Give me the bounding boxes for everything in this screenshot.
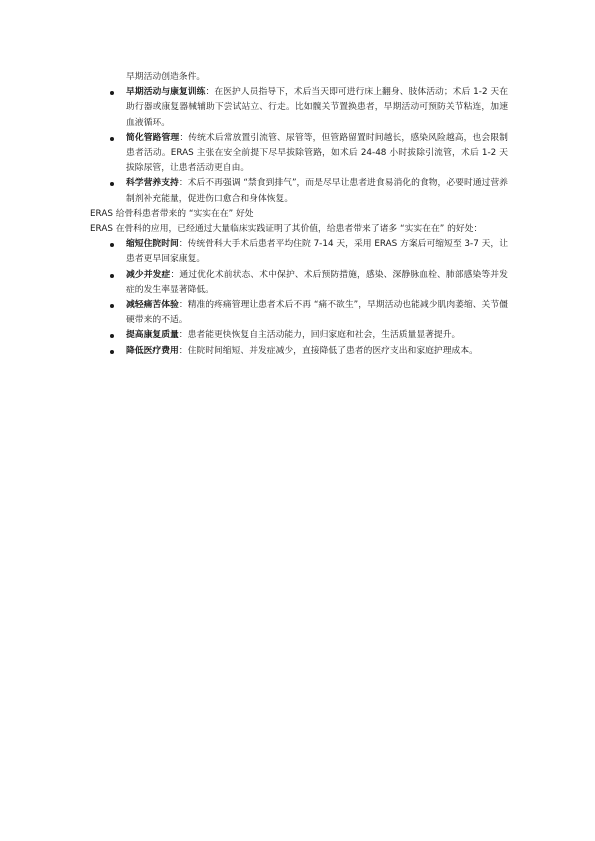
bullet-item [90,176,508,206]
bullet-text: 精准的疼痛管理让患者术后不再 “痛不欲生”，早期活动也能减少肌肉萎缩、关节僵硬带来的不适。 [126,300,508,326]
bullet-item [90,237,508,267]
bullet-item [90,85,508,131]
bullet-dot [110,334,114,338]
bullet-text: 传统骨科大手术后患者平均住院 7-14 天，采用 ERAS 方案后可缩短至 3-7 天，让患者更早回家康复。 [126,239,508,265]
intro-continuation: 早期活动创造条件。 [126,72,206,82]
bullet-item [90,344,508,359]
bullet-item [90,298,508,328]
bullet-term: 降低医疗费用 [126,345,179,356]
bullet-term: 提高康复质量 [126,330,179,341]
bullet-term: 减少并发症 [126,269,171,280]
bullet-separator: ： [178,345,188,356]
section1-bullet-list [90,85,508,207]
bullet-separator: ： [179,132,189,143]
bullet-text: 患者能更快恢复自主活动能力，回归家庭和社会，生活质量显著提升。 [187,330,461,341]
bullet-dot [110,304,114,308]
document-body [90,70,508,359]
bullet-term: 早期活动与康复训练 [126,87,206,98]
body-paragraph: ERAS 在骨科的应用，已经通过大量临床实践证明了其价值，给患者带来了诸多 “实实在在” 的好处： [90,224,483,235]
bullet-term: 科学营养支持 [126,178,179,189]
bullet-dot [110,243,114,247]
bullet-text: 在医护人员指导下，术后当天即可进行床上翻身、肢体活动；术后 1-2 天在助行器或康复器械辅助下尝试站立、行走。比如髋关节置换患者，早期活动可预防关节粘连，加速血液循环。 [126,87,508,128]
bullet-dot [110,91,114,95]
bullet-text: 传统术后常放置引流管、尿管等，但管路留置时间越长，感染风险越高，也会限制患者活动。ERAS 主张在安全前提下尽早拔除管路，如术后 24-48 小时拔除引流管，术后 1-2 天拔除尿管，让患者活动更自由。 [126,132,508,174]
bullet-term: 缩短住院时间 [126,239,179,250]
bullet-dot [110,137,114,141]
bullet-dot [110,274,114,278]
bullet-separator: ： [205,87,215,98]
bullet-term: 简化管路管理 [126,132,180,143]
bullet-item [90,131,508,177]
bullet-separator: ： [170,269,180,280]
bullet-term: 减轻痛苦体验 [126,300,179,311]
bullet-separator: ： [178,330,188,341]
bullet-text: 通过优化术前状态、术中保护、术后预防措施，感染、深静脉血栓、肺部感染等并发症的发生率显著降低。 [126,269,508,295]
bullet-separator: ： [178,178,188,189]
bullet-dot [110,182,114,186]
bullet-text: 住院时间缩短、并发症减少，直接降低了患者的医疗支出和家庭护理成本。 [187,345,478,356]
section2-bullet-list [90,237,508,359]
bullet-separator: ： [178,300,188,311]
bullet-separator: ： [178,239,188,250]
bullet-dot [110,350,114,354]
bullet-item [90,328,508,343]
bullet-text: 术后不再强调 “禁食到排气”，而是尽早让患者进食易消化的食物，必要时通过营养制剂补充能量，促进伤口愈合和身体恢复。 [126,178,508,204]
section-heading: ERAS 给骨科患者带来的 “实实在在” 好处 [90,208,254,219]
bullet-item [90,268,508,298]
